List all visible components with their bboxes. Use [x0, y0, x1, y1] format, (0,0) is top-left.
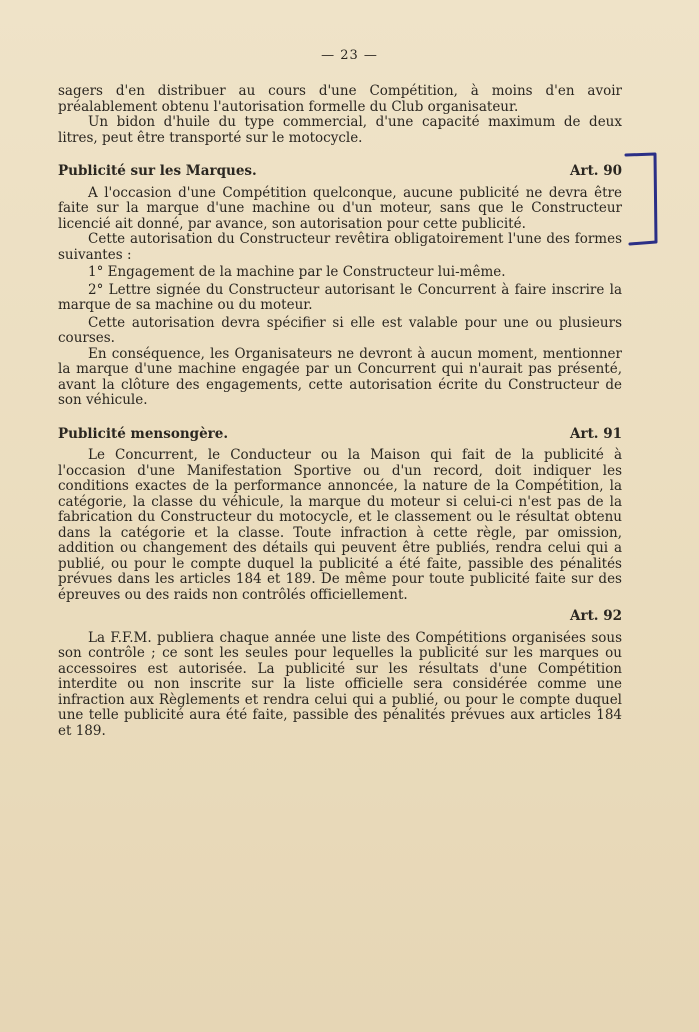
page-number: — 23 — [321, 48, 378, 63]
article-90-paragraph-3: Cette autorisation devra spécifier si elle est valable pour une ou plusieurs courses. [58, 314, 622, 346]
article-90-number: Art. 90 [569, 163, 622, 179]
article-90-item-1: 1° Engagement de la machine par le Constructeur lui-même. [88, 264, 506, 280]
page-content [58, 84, 622, 739]
article-91-title: Publicité mensongère. [58, 425, 229, 442]
article-91-header [58, 427, 622, 443]
article-90-paragraph-4: En conséquence, les Organisateurs ne devront à aucun moment, mentionner la marque d'une machine engagée par un Concurrent qui n'aurait pas présenté, avant la clôture des engagements, cette autorisation écrite du Constructeur de son véhicule. [58, 345, 622, 408]
article-91-paragraph-1: Le Concurrent, le Conducteur ou la Maison qui fait de la publicité à l'occasion d'une Manifestation Sportive ou d'un record, doit indiquer les conditions exactes de la performance annoncée, la nature de la Compétition, la catégorie, la classe du véhicule, la marque du moteur si celui-ci n'est pas de la fabrication du Constructeur du motocycle, et le classement ou le résultat obtenu dans la catégorie et la classe. Toute infraction à cette règle, par omission, addition ou changement des détails qui peuvent être publiés, rendra celui qui a publié, ou pour le compte duquel la publicité a été faite, passible des pénalités prévues dans les articles 184 et 189. De même pour toute publicité faite sur des épreuves ou des raids non contrôlés officiellement. [58, 447, 622, 603]
article-91-number: Art. 91 [569, 425, 622, 442]
intro-paragraph-2: Un bidon d'huile du type commercial, d'une capacité maximum de deux litres, peut être transporté sur le motocycle. [58, 114, 622, 146]
article-90-paragraph-1: A l'occasion d'une Compétition quelconque, aucune publicité ne devra être faite sur la marque d'une machine ou d'un moteur, sans que le Constructeur licencié ait donné, par avance, son autorisation pour cette publicité. [58, 184, 622, 232]
article-92-number: Art. 92 [569, 608, 622, 624]
article-90-title: Publicité sur les Marques. [58, 163, 257, 179]
pen-bracket-mark [622, 152, 662, 248]
article-90-item-2: 2° Lettre signée du Constructeur autorisant le Concurrent à faire inscrire la marque de sa machine ou du moteur. [58, 281, 622, 313]
article-90-paragraph-2: Cette autorisation du Constructeur revêtira obligatoirement l'une des formes suivantes : [58, 231, 622, 263]
article-90-header [58, 164, 622, 180]
intro-paragraph-1: sagers d'en distribuer au cours d'une Compétition, à moins d'en avoir préalablement obtenu l'autorisation formelle du Club organisateur. [58, 83, 622, 115]
article-92-paragraph-1: La F.F.M. publiera chaque année une liste des Compétitions organisées sous son contrôle ; ce sont les seules pour lequelles la publicité sur les marques ou accessoires est autorisée. La publicité sur les résultats d'une Compétition interdite ou non inscrite sur la liste officielle sera considérée comme une infraction aux Règlements et rendra celui qui a publié, ou pour le compte duquel une telle publicité aura été faite, passible des pénalités prévues aux articles 184 et 189. [58, 629, 622, 739]
